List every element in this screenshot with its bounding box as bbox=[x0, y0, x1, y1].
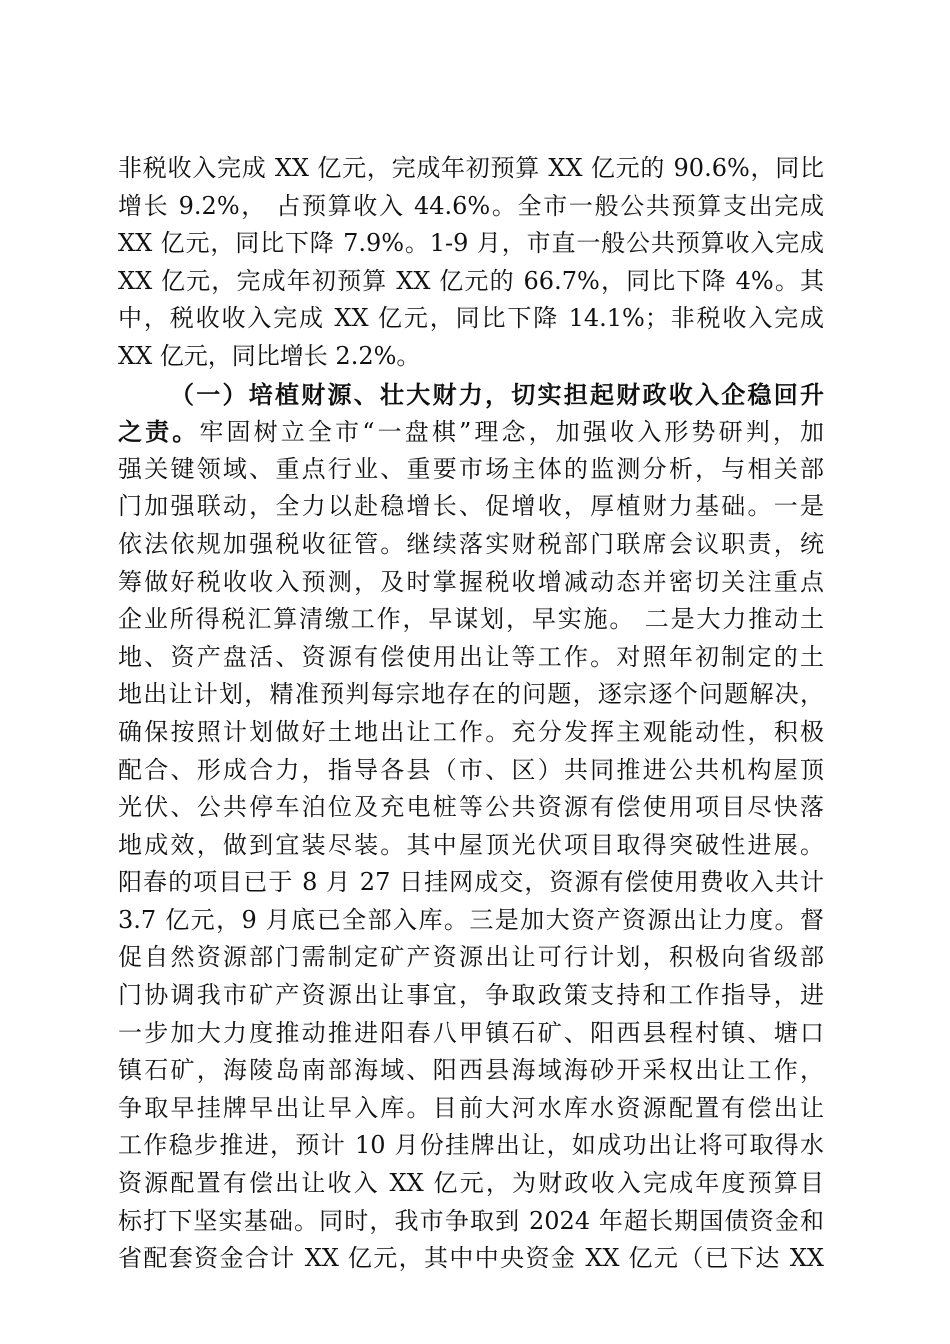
document-page bbox=[118, 150, 824, 1278]
text-line: 筹做好税收收入预测，及时掌握税收增减动态并密切关注重点 bbox=[118, 567, 824, 596]
text-line: 地出让计划，精准预判每宗地存在的问题，逐宗逐个问题解决， bbox=[118, 680, 824, 709]
text-line: 强关键领域、重点行业、重要市场主体的监测分析，与相关部 bbox=[118, 454, 824, 483]
text-line: 3.7 亿元，9 月底已全部入库。三是加大资产资源出让力度。督 bbox=[118, 905, 824, 934]
text-line: 门加强联动，全力以赴稳增长、促增收，厚植财力基础。一是 bbox=[118, 492, 824, 521]
section-heading-end: 之责。 bbox=[118, 417, 200, 447]
text-line: 一步加大力度推动推进阳春八甲镇石矿、阳西县程村镇、塘口 bbox=[118, 1018, 824, 1047]
text-line: 阳春的项目已于 8 月 27 日挂网成交，资源有偿使用费收入共计 bbox=[118, 868, 824, 897]
text-line: 地成效，做到宜装尽装。其中屋顶光伏项目取得突破性进展。 bbox=[118, 830, 824, 859]
text-line: 标打下坚实基础。同时，我市争取到 2024 年超长期国债资金和 bbox=[118, 1206, 824, 1235]
text-line: XX 亿元，完成年初预算 XX 亿元的 66.7%，同比下降 4%。其 bbox=[118, 266, 824, 295]
text-line: 争取早挂牌早出让早入库。目前大河水库水资源配置有偿出让 bbox=[118, 1093, 824, 1122]
text-line: 促自然资源部门需制定矿产资源出让可行计划，积极向省级部 bbox=[118, 943, 824, 972]
text-line: 企业所得税汇算清缴工作，早谋划，早实施。 二是大力推动土 bbox=[118, 605, 824, 634]
text-line: 非税收入完成 XX 亿元，完成年初预算 XX 亿元的 90.6%，同比 bbox=[118, 154, 824, 182]
text-line: 地、资产盘活、资源有偿使用出让等工作。对照年初制定的土 bbox=[118, 642, 824, 671]
text-line: XX 亿元，同比增长 2.2%。 bbox=[118, 341, 421, 370]
text-line: XX 亿元，同比下降 7.9%。1-9 月，市直一般公共预算收入完成 bbox=[118, 229, 824, 258]
text-line: 依法依规加强税收征管。继续落实财税部门联席会议职责，统 bbox=[118, 529, 824, 558]
text-line: 确保按照计划做好土地出让工作。充分发挥主观能动性，积极 bbox=[118, 717, 824, 746]
text-line: 增长 9.2%， 占预算收入 44.6%。全市一般公共预算支出完成 bbox=[118, 191, 824, 220]
text-segment: 牢固树立全市“一盘棋”理念，加强收入形势研判，加 bbox=[199, 418, 824, 447]
text-line: 配合、形成合力，指导各县（市、区）共同推进公共机构屋顶 bbox=[118, 755, 824, 784]
text-line: 中，税收收入完成 XX 亿元，同比下降 14.1%；非税收入完成 bbox=[118, 304, 824, 333]
text-line: 门协调我市矿产资源出让事宜，争取政策支持和工作指导，进 bbox=[118, 981, 824, 1010]
text-line: 镇石矿，海陵岛南部海域、阳西县海域海砂开采权出让工作， bbox=[118, 1056, 824, 1085]
text-line: 工作稳步推进，预计 10 月份挂牌出让，如成功出让将可取得水 bbox=[118, 1131, 824, 1160]
text-line: 光伏、公共停车泊位及充电桩等公共资源有偿使用项目尽快落 bbox=[118, 793, 824, 822]
text-line: 资源配置有偿出让收入 XX 亿元，为财政收入完成年度预算目 bbox=[118, 1169, 824, 1198]
text-line: 省配套资金合计 XX 亿元，其中中央资金 XX 亿元（已下达 XX bbox=[118, 1244, 824, 1273]
section-heading: （一）培植财源、壮大财力，切实担起财政收入企稳回升 bbox=[170, 379, 824, 409]
text-line bbox=[118, 413, 824, 451]
